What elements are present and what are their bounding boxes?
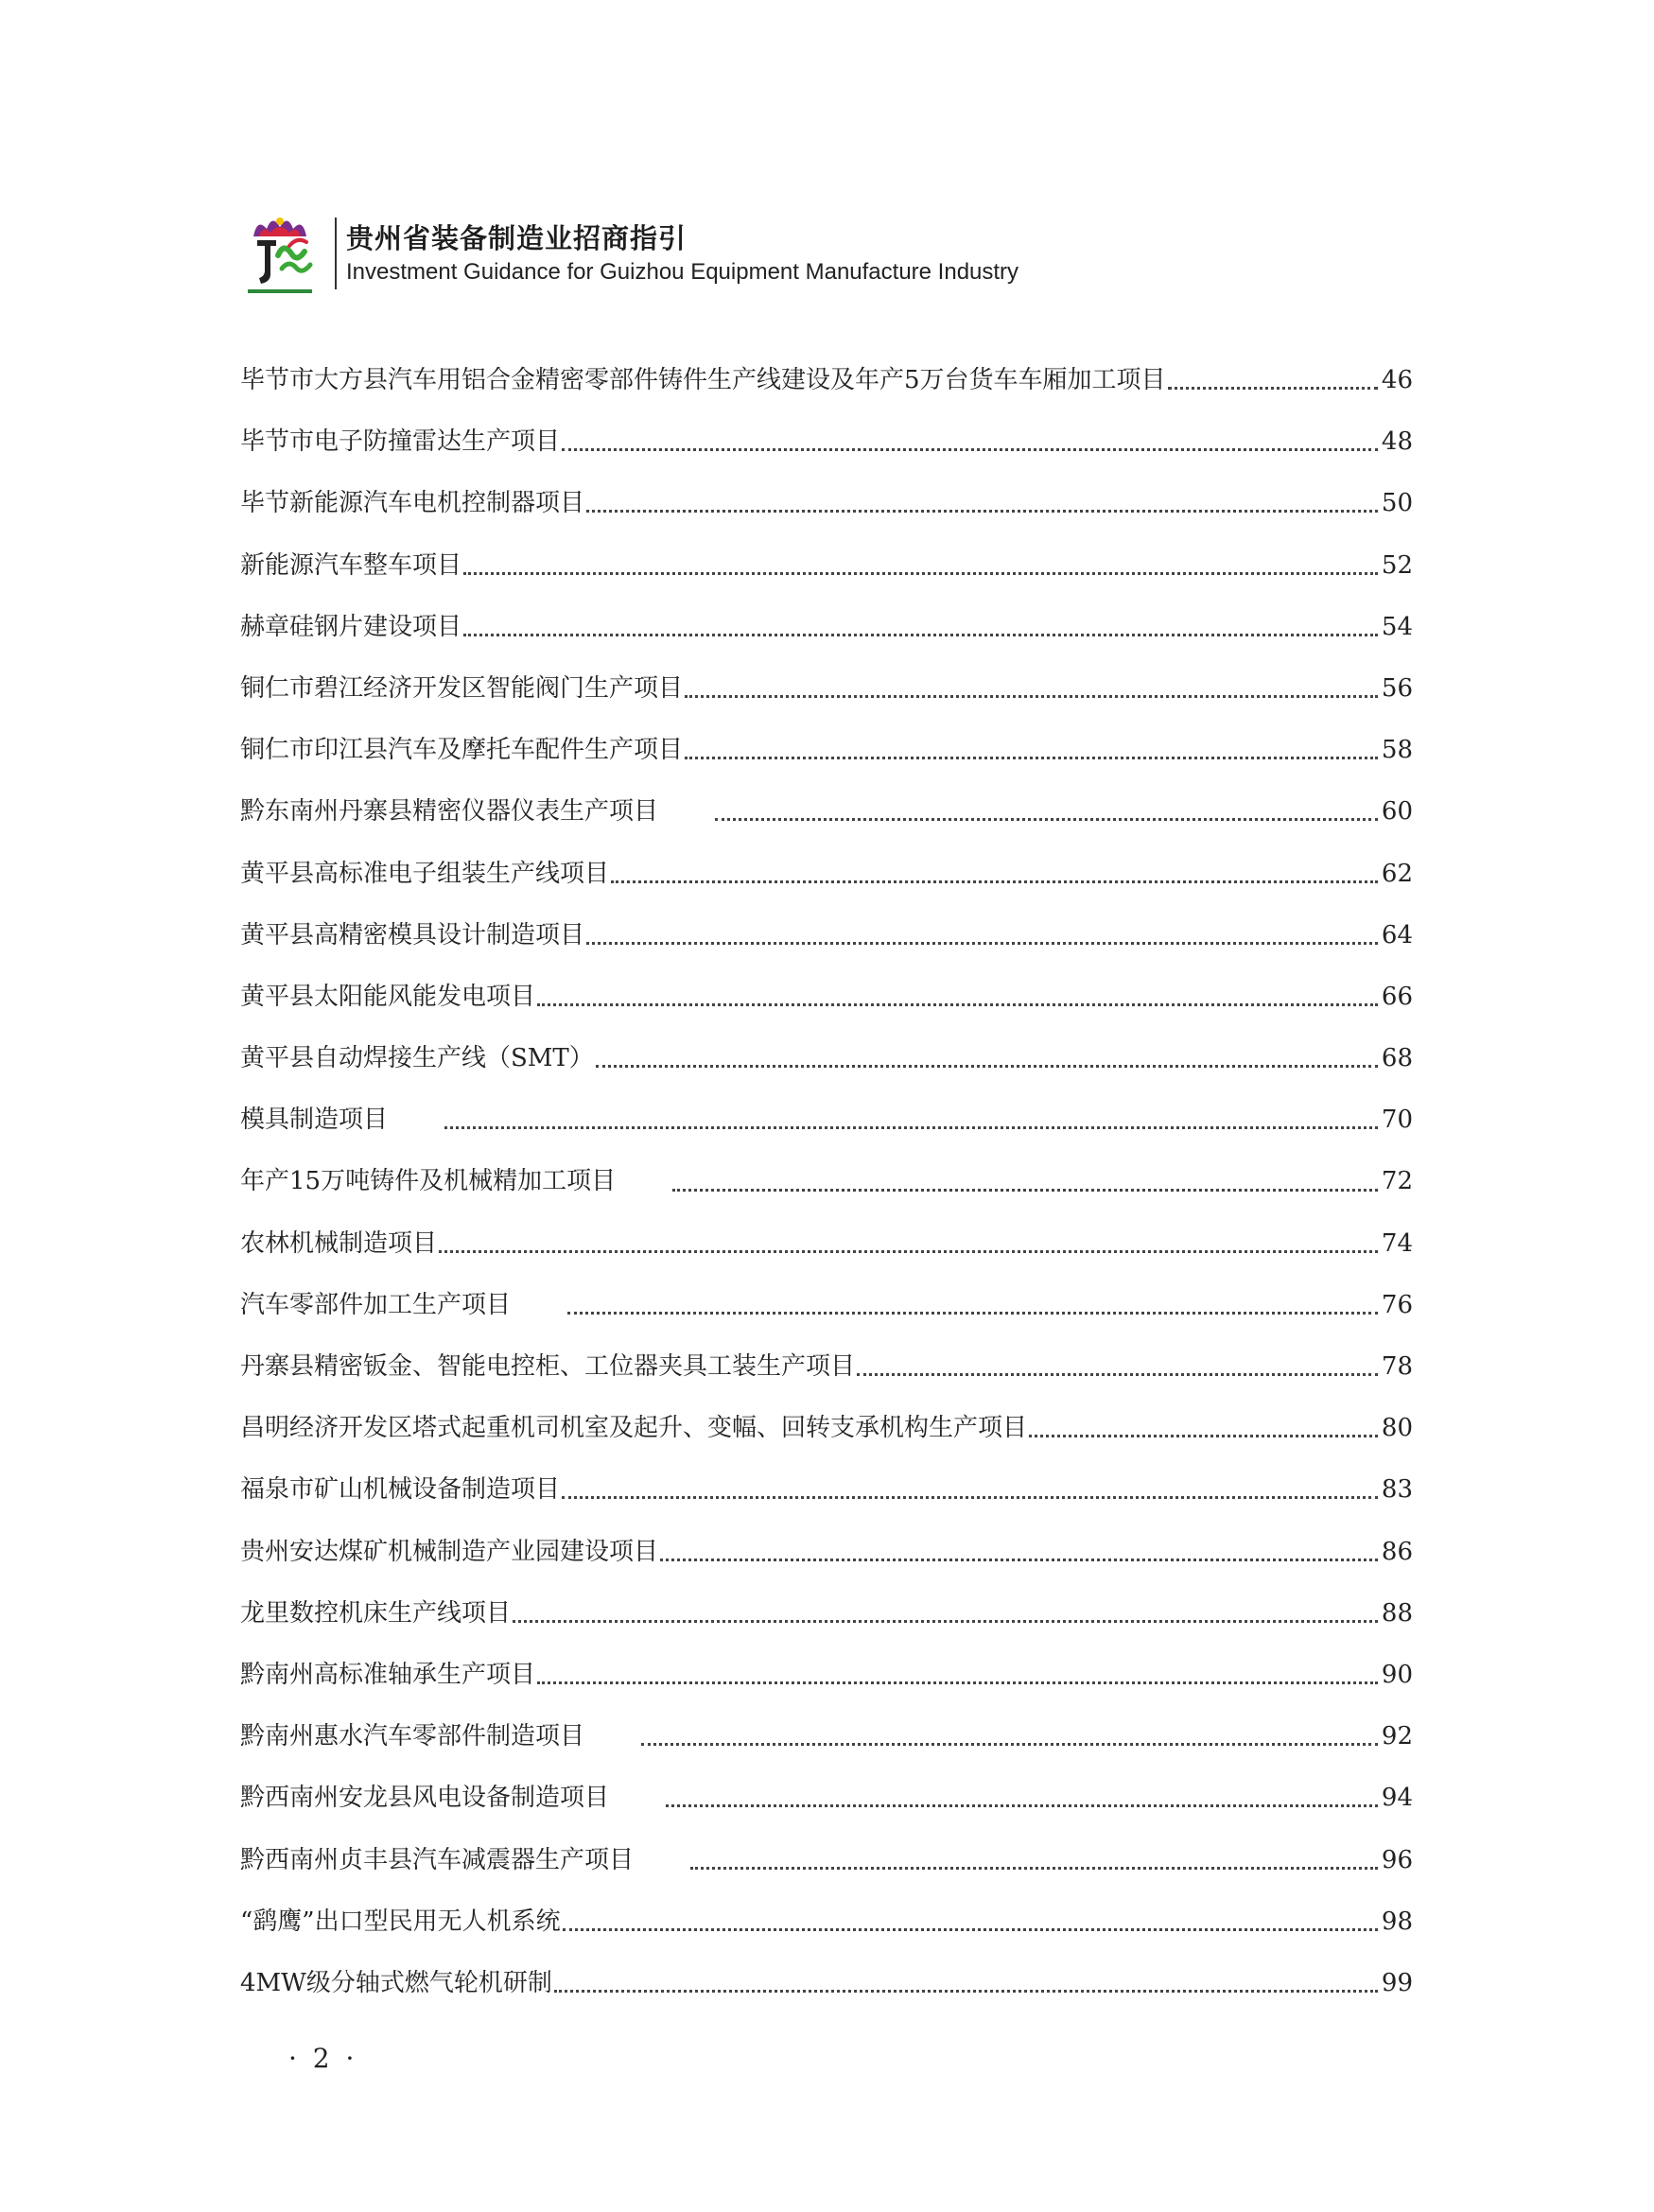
toc-entry-page: 48 [1381, 427, 1413, 457]
toc-entry-title: 模具制造项目 [240, 1106, 389, 1135]
toc-entry[interactable] [240, 1522, 1413, 1583]
toc-entry-title: 丹寨县精密钣金、智能电控柜、工位器夹具工装生产项目 [240, 1352, 856, 1381]
toc-entry-title: 贵州安达煤矿机械制造产业园建设项目 [240, 1537, 659, 1566]
toc-leader-dots [1029, 1435, 1378, 1437]
toc-leader-dots [537, 1003, 1378, 1006]
toc-leader-dots [562, 1496, 1378, 1499]
toc-entry-page: 74 [1381, 1228, 1413, 1258]
toc-entry-title: 毕节市大方县汽车用铝合金精密零部件铸件生产线建设及年产5万台货车车厢加工项目 [240, 366, 1166, 394]
toc-entry[interactable] [240, 350, 1413, 411]
toc-entry-title: 铜仁市印江县汽车及摩托车配件生产项目 [240, 736, 684, 765]
toc-leader-dots [586, 942, 1378, 945]
header-subtitle: Investment Guidance for Guizhou Equipment Manufacture Industry [346, 259, 1019, 285]
guizhou-logo-icon [235, 208, 325, 299]
toc-entry-page: 98 [1381, 1907, 1413, 1936]
toc-entry-title: 4MW级分轴式燃气轮机研制 [240, 1968, 552, 1997]
toc-leader-dots [685, 757, 1378, 759]
toc-entry[interactable] [240, 781, 1413, 843]
toc-entry-title: 黔南州惠水汽车零部件制造项目 [240, 1722, 585, 1751]
toc-entry[interactable] [240, 1830, 1413, 1891]
toc-entry-title: 农林机械制造项目 [240, 1228, 438, 1258]
toc-leader-dots [857, 1373, 1378, 1376]
toc-entry-page: 50 [1381, 489, 1413, 518]
toc-entry[interactable] [240, 1645, 1413, 1706]
toc-entry[interactable] [240, 1398, 1413, 1459]
toc-leader-dots [439, 1250, 1378, 1253]
toc-entry[interactable] [240, 1028, 1413, 1089]
toc-leader-dots [685, 695, 1378, 698]
toc-entry-title: 汽车零部件加工生产项目 [240, 1290, 512, 1319]
toc-entry[interactable] [240, 1213, 1413, 1275]
toc-entry-title: 赫章硅钢片建设项目 [240, 612, 462, 641]
toc-entry-page: 70 [1381, 1106, 1413, 1135]
toc-entry-title: 铜仁市碧江经济开发区智能阀门生产项目 [240, 673, 684, 703]
toc-entry-title: 福泉市矿山机械设备制造项目 [240, 1475, 561, 1505]
toc-entry-page: 54 [1381, 612, 1413, 641]
toc-leader-dots [513, 1620, 1378, 1623]
toc-leader-dots [463, 634, 1378, 636]
toc-entry-title: 黄平县自动焊接生产线（SMT） [240, 1044, 594, 1073]
toc-entry-page: 92 [1381, 1722, 1413, 1751]
toc-entry-page: 76 [1381, 1290, 1413, 1319]
toc-entry[interactable] [240, 720, 1413, 781]
toc-entry[interactable] [240, 1583, 1413, 1645]
toc-leader-dots [690, 1867, 1378, 1870]
toc-entry-title: 黄平县高精密模具设计制造项目 [240, 920, 585, 949]
toc-entry-page: 78 [1381, 1352, 1413, 1381]
header-divider [335, 218, 337, 289]
toc-entry-page: 88 [1381, 1598, 1413, 1628]
toc-entry-page: 96 [1381, 1845, 1413, 1874]
toc-leader-dots [586, 510, 1378, 513]
toc-entry[interactable] [240, 473, 1413, 534]
toc-entry[interactable] [240, 1336, 1413, 1398]
toc-leader-dots [567, 1312, 1378, 1315]
toc-entry[interactable] [240, 411, 1413, 473]
toc-entry[interactable] [240, 597, 1413, 658]
toc-entry-page: 52 [1381, 550, 1413, 580]
toc-entry-page: 99 [1381, 1968, 1413, 1997]
toc-entry[interactable] [240, 967, 1413, 1028]
toc-leader-dots [463, 572, 1378, 575]
toc-entry-title: 毕节市电子防撞雷达生产项目 [240, 427, 561, 457]
toc-entry[interactable] [240, 1275, 1413, 1336]
toc-entry-title: 毕节新能源汽车电机控制器项目 [240, 489, 585, 518]
toc-entry-page: 68 [1381, 1044, 1413, 1073]
toc-entry-title: 黔东南州丹寨县精密仪器仪表生产项目 [240, 797, 659, 827]
toc-entry[interactable] [240, 1151, 1413, 1212]
toc-entry[interactable] [240, 844, 1413, 905]
toc-entry[interactable] [240, 905, 1413, 967]
toc-entry-title: 黄平县太阳能风能发电项目 [240, 982, 536, 1011]
toc-leader-dots [660, 1559, 1378, 1561]
toc-entry-page: 72 [1381, 1167, 1413, 1196]
table-of-contents [240, 350, 1413, 2014]
toc-entry-page: 56 [1381, 673, 1413, 703]
toc-entry[interactable] [240, 1706, 1413, 1768]
toc-leader-dots [715, 818, 1378, 821]
toc-leader-dots [596, 1065, 1378, 1068]
toc-leader-dots [611, 880, 1378, 883]
toc-entry-page: 46 [1381, 366, 1413, 394]
toc-entry[interactable] [240, 658, 1413, 720]
toc-entry[interactable] [240, 1891, 1413, 1953]
toc-entry[interactable] [240, 1459, 1413, 1521]
document-header [235, 208, 1019, 299]
toc-leader-dots [641, 1743, 1378, 1746]
toc-leader-dots [444, 1126, 1378, 1129]
toc-entry-title: “鹞鹰”出口型民用无人机系统 [240, 1907, 561, 1936]
toc-entry-title: 黔西南州安龙县风电设备制造项目 [240, 1784, 610, 1813]
toc-entry-page: 80 [1381, 1414, 1413, 1443]
toc-entry[interactable] [240, 1953, 1413, 2014]
toc-entry[interactable] [240, 1089, 1413, 1151]
toc-entry-page: 58 [1381, 736, 1413, 765]
toc-leader-dots [563, 1928, 1378, 1931]
header-title: 贵州省装备制造业招商指引 [346, 222, 688, 254]
toc-entry-title: 黔西南州贞丰县汽车减震器生产项目 [240, 1845, 635, 1874]
toc-entry-page: 64 [1381, 920, 1413, 949]
toc-leader-dots [554, 1990, 1378, 1993]
toc-entry-page: 83 [1381, 1475, 1413, 1505]
toc-entry[interactable] [240, 1768, 1413, 1829]
toc-entry-title: 昌明经济开发区塔式起重机司机室及起升、变幅、回转支承机构生产项目 [240, 1414, 1028, 1443]
page-number: · 2 · [288, 2043, 358, 2074]
toc-entry-page: 62 [1381, 859, 1413, 888]
toc-leader-dots [666, 1804, 1378, 1807]
toc-entry-title: 新能源汽车整车项目 [240, 550, 462, 580]
header-text [346, 219, 1019, 287]
toc-entry-title: 年产15万吨铸件及机械精加工项目 [240, 1167, 617, 1196]
toc-leader-dots [537, 1681, 1378, 1684]
toc-leader-dots [672, 1189, 1378, 1192]
toc-entry-page: 66 [1381, 982, 1413, 1011]
toc-leader-dots [1168, 387, 1378, 390]
toc-entry-page: 94 [1381, 1784, 1413, 1813]
toc-entry-title: 龙里数控机床生产线项目 [240, 1598, 512, 1628]
toc-entry-title: 黄平县高标准电子组装生产线项目 [240, 859, 610, 888]
toc-leader-dots [562, 448, 1378, 451]
toc-entry-page: 86 [1381, 1537, 1413, 1566]
toc-entry-page: 60 [1381, 797, 1413, 827]
toc-entry-page: 90 [1381, 1660, 1413, 1689]
toc-entry-title: 黔南州高标准轴承生产项目 [240, 1660, 536, 1689]
toc-entry[interactable] [240, 535, 1413, 597]
